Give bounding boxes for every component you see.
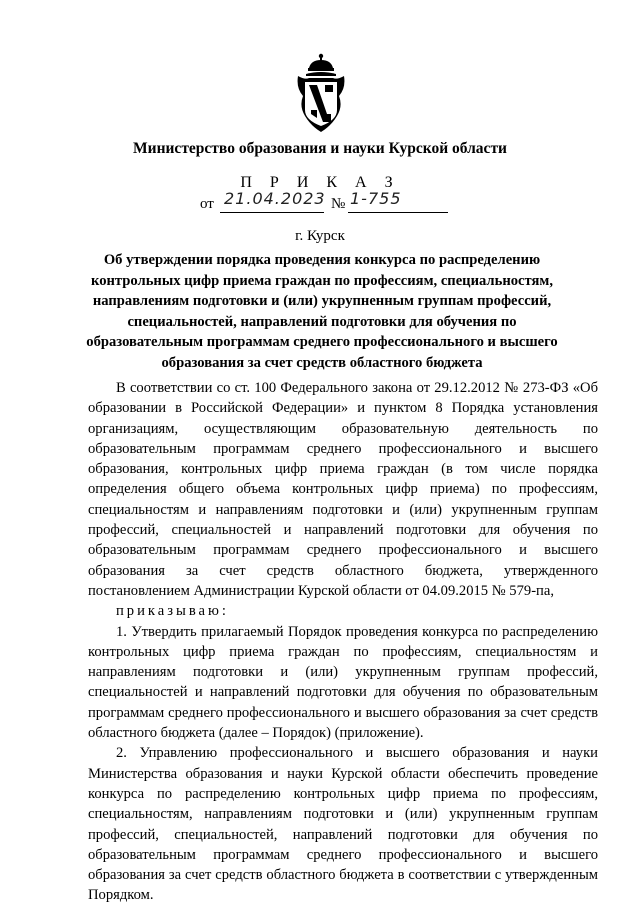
document-body (88, 378, 598, 906)
ministry-name: Министерство образования и науки Курской области (133, 140, 507, 157)
handwritten-date: 21.04.2023 (224, 189, 326, 208)
order-word: приказываю: (116, 603, 229, 620)
date-prefix: от (200, 196, 214, 212)
document-title: Об утверждении порядка проведения конкурса по распределению контрольных цифр приема граждан по профессиям, специальностям, направлениям подготовки и (или) укрупненным группам профессий, специальностей, направлений подготовки для обучения по образовательным программам среднего профессионального и высшего образования за счет средств областного бюджета (86, 252, 558, 371)
date-number-line (200, 190, 460, 216)
date-underline (220, 212, 324, 213)
item-2-paragraph: 2. Управлению профессионального и высшего образования и науки Министерства образования и науки Курской области обеспечить проведение конкурса по распределению контрольных цифр приема по профессиям, специальностям, направлениям подготовки и (или) укрупненным группам профессий, специальностей, направлений подготовки для обучения по образовательным программам среднего профессионального и высшего образования за счет средств областного бюджета в соответствии с утвержденным Порядком. (88, 745, 598, 904)
number-prefix: № (331, 196, 346, 212)
handwritten-number: 1-755 (350, 189, 402, 208)
document-type-heading: П Р И К А З (240, 174, 400, 191)
coat-of-arms-emblem (291, 52, 351, 134)
city-line: г. Курск (295, 228, 345, 244)
item-1-paragraph: 1. Утвердить прилагаемый Порядок проведения конкурса по распределению контрольных цифр приема граждан по профессиям, специальностям и направлениям подготовки и (или) укрупненным группам профессий, специальностей и направлений подготовки для обучения по образовательным программам среднего профессионального и высшего образования за счет средств областного бюджета (далее – Порядок) (приложение). (88, 623, 598, 742)
preamble-paragraph: В соответствии со ст. 100 Федерального закона от 29.12.2012 № 273-ФЗ «Об образовании в Российской Федерации» и пунктом 8 Порядка установления организациям, осуществляющим образовательную деятельность по образовательным программам среднего профессионального и высшего образования, контрольных цифр приема граждан (в том числе порядка определения общего объема контрольных цифр приема) по профессиям, специальностям и направлениям подготовки и (или) укрупненным группам профессий, специальностей и направлений подготовки для обучения по образовательным программам среднего профессионального и высшего образования за счет средств областного бюджета, утвержденного постановлением Администрации Курской области от 04.09.2015 № 579-па, (88, 380, 598, 599)
number-underline (348, 212, 448, 213)
